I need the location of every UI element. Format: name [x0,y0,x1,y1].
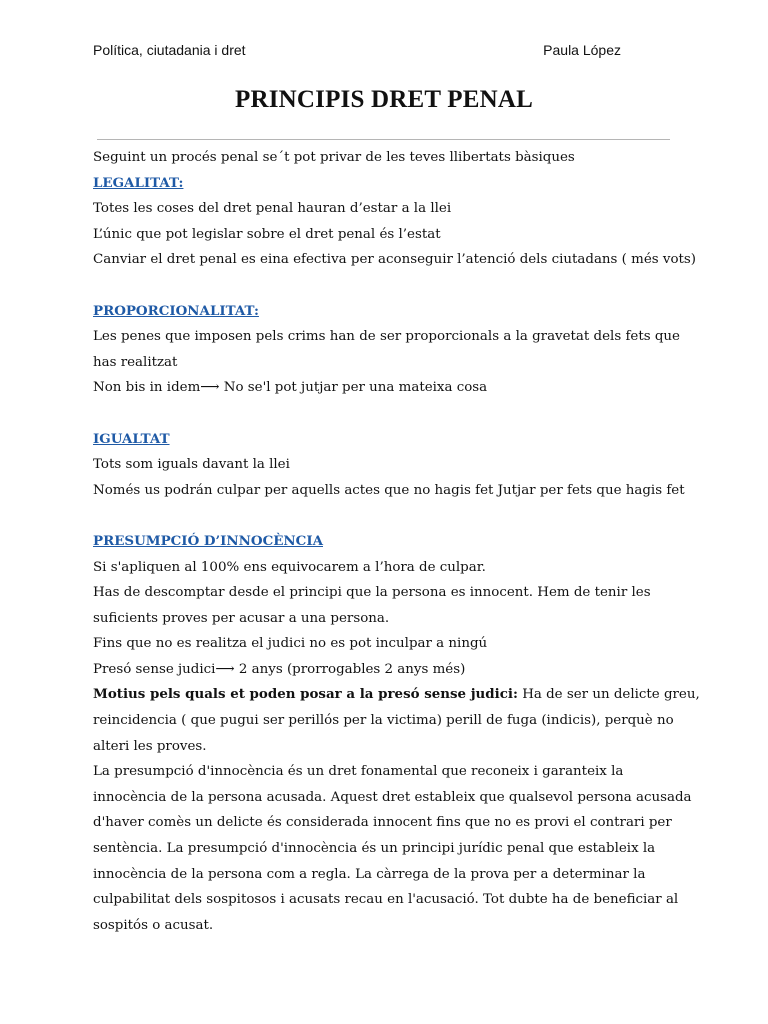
intro-paragraph: Seguint un procés penal se´t pot privar de les teves llibertats bàsiques [93,150,575,165]
section-heading-legalitat: LEGALITAT: [93,174,184,191]
presumpcio-line: Si s'apliquen al 100% ens equivocarem a l’hora de culpar. [93,559,486,575]
legalitat-line: Totes les coses del dret penal hauran d’estar a la llei [93,201,452,217]
document-title: PRINCIPIS DRET PENAL [234,86,534,113]
proporcionalitat-line: has realitzat [93,354,178,370]
presumpcio-line: La presumpció d'innocència és un dret fonamental que reconeix i garanteix la [93,764,624,780]
presumpcio-line: alteri les proves. [93,738,207,754]
header-author: Paula López [543,42,621,58]
document-body [93,145,700,938]
motius-label: Motius pels quals et poden posar a la presó sense judici: [93,686,518,703]
legalitat-line: L’únic que pot legislar sobre el dret penal és l’estat [93,226,441,242]
presumpcio-line: innocència de la persona acusada. Aquest dret estableix que qualsevol persona acusada [93,789,692,805]
igualtat-line: Només us podrán culpar per aquells actes que no hagis fet Jutjar per fets que hagis fet [93,482,685,498]
presumpcio-line: culpabilitat dels sospitosos i acusats recau en l'acusació. Tot dubte ha de beneficiar al [93,892,679,908]
header-course-title: Política, ciutadania i dret [93,42,246,58]
proporcionalitat-line: Les penes que imposen pels crims han de ser proporcionals a la gravetat dels fets que [93,329,680,345]
presumpcio-line: sospitós o acusat. [93,917,214,933]
paragraph-spacer [93,273,673,299]
section-heading-proporcionalitat: PROPORCIONALITAT: [93,302,259,319]
presumpcio-line: innocència de la persona com a regla. La càrrega de la prova per a determinar la [93,866,646,882]
title-divider [97,139,670,140]
presumpcio-line: reincidencia ( que pugui ser perillós per la victima) perill de fuga (indicis), perquè no [93,713,674,729]
presumpcio-line: suficients proves per acusar a una persona. [93,610,390,626]
paragraph-spacer [93,401,673,427]
presumpcio-line: Presó sense judici⟶ 2 anys (prorrogables 2 anys més) [93,661,466,677]
igualtat-line: Tots som iguals davant la llei [93,457,290,473]
motius-line [93,682,700,708]
proporcionalitat-line: Non bis in idem⟶ No se'l pot jutjar per una mateixa cosa [93,380,488,396]
page-header [93,42,621,58]
motius-text: Ha de ser un delicte greu, [517,687,700,703]
presumpcio-line: Fins que no es realitza el judici no es pot inculpar a ningú [93,636,488,652]
paragraph-spacer [93,503,673,529]
presumpcio-line: sentència. La presumpció d'innocència és un principi jurídic penal que estableix la [93,841,656,857]
presumpcio-line: Has de descomptar desde el principi que la persona es innocent. Hem de tenir les [93,585,651,601]
legalitat-line: Canviar el dret penal es eina efectiva per aconseguir l’atenció dels ciutadans ( més vots) [93,252,697,268]
section-heading-igualtat: IGUALTAT [93,430,170,447]
section-heading-presumpcio: PRESUMPCIÓ D’INNOCÈNCIA [93,532,323,549]
presumpcio-line: d'haver comès un delicte és considerada innocent fins que no es provi el contrari per [93,815,672,831]
